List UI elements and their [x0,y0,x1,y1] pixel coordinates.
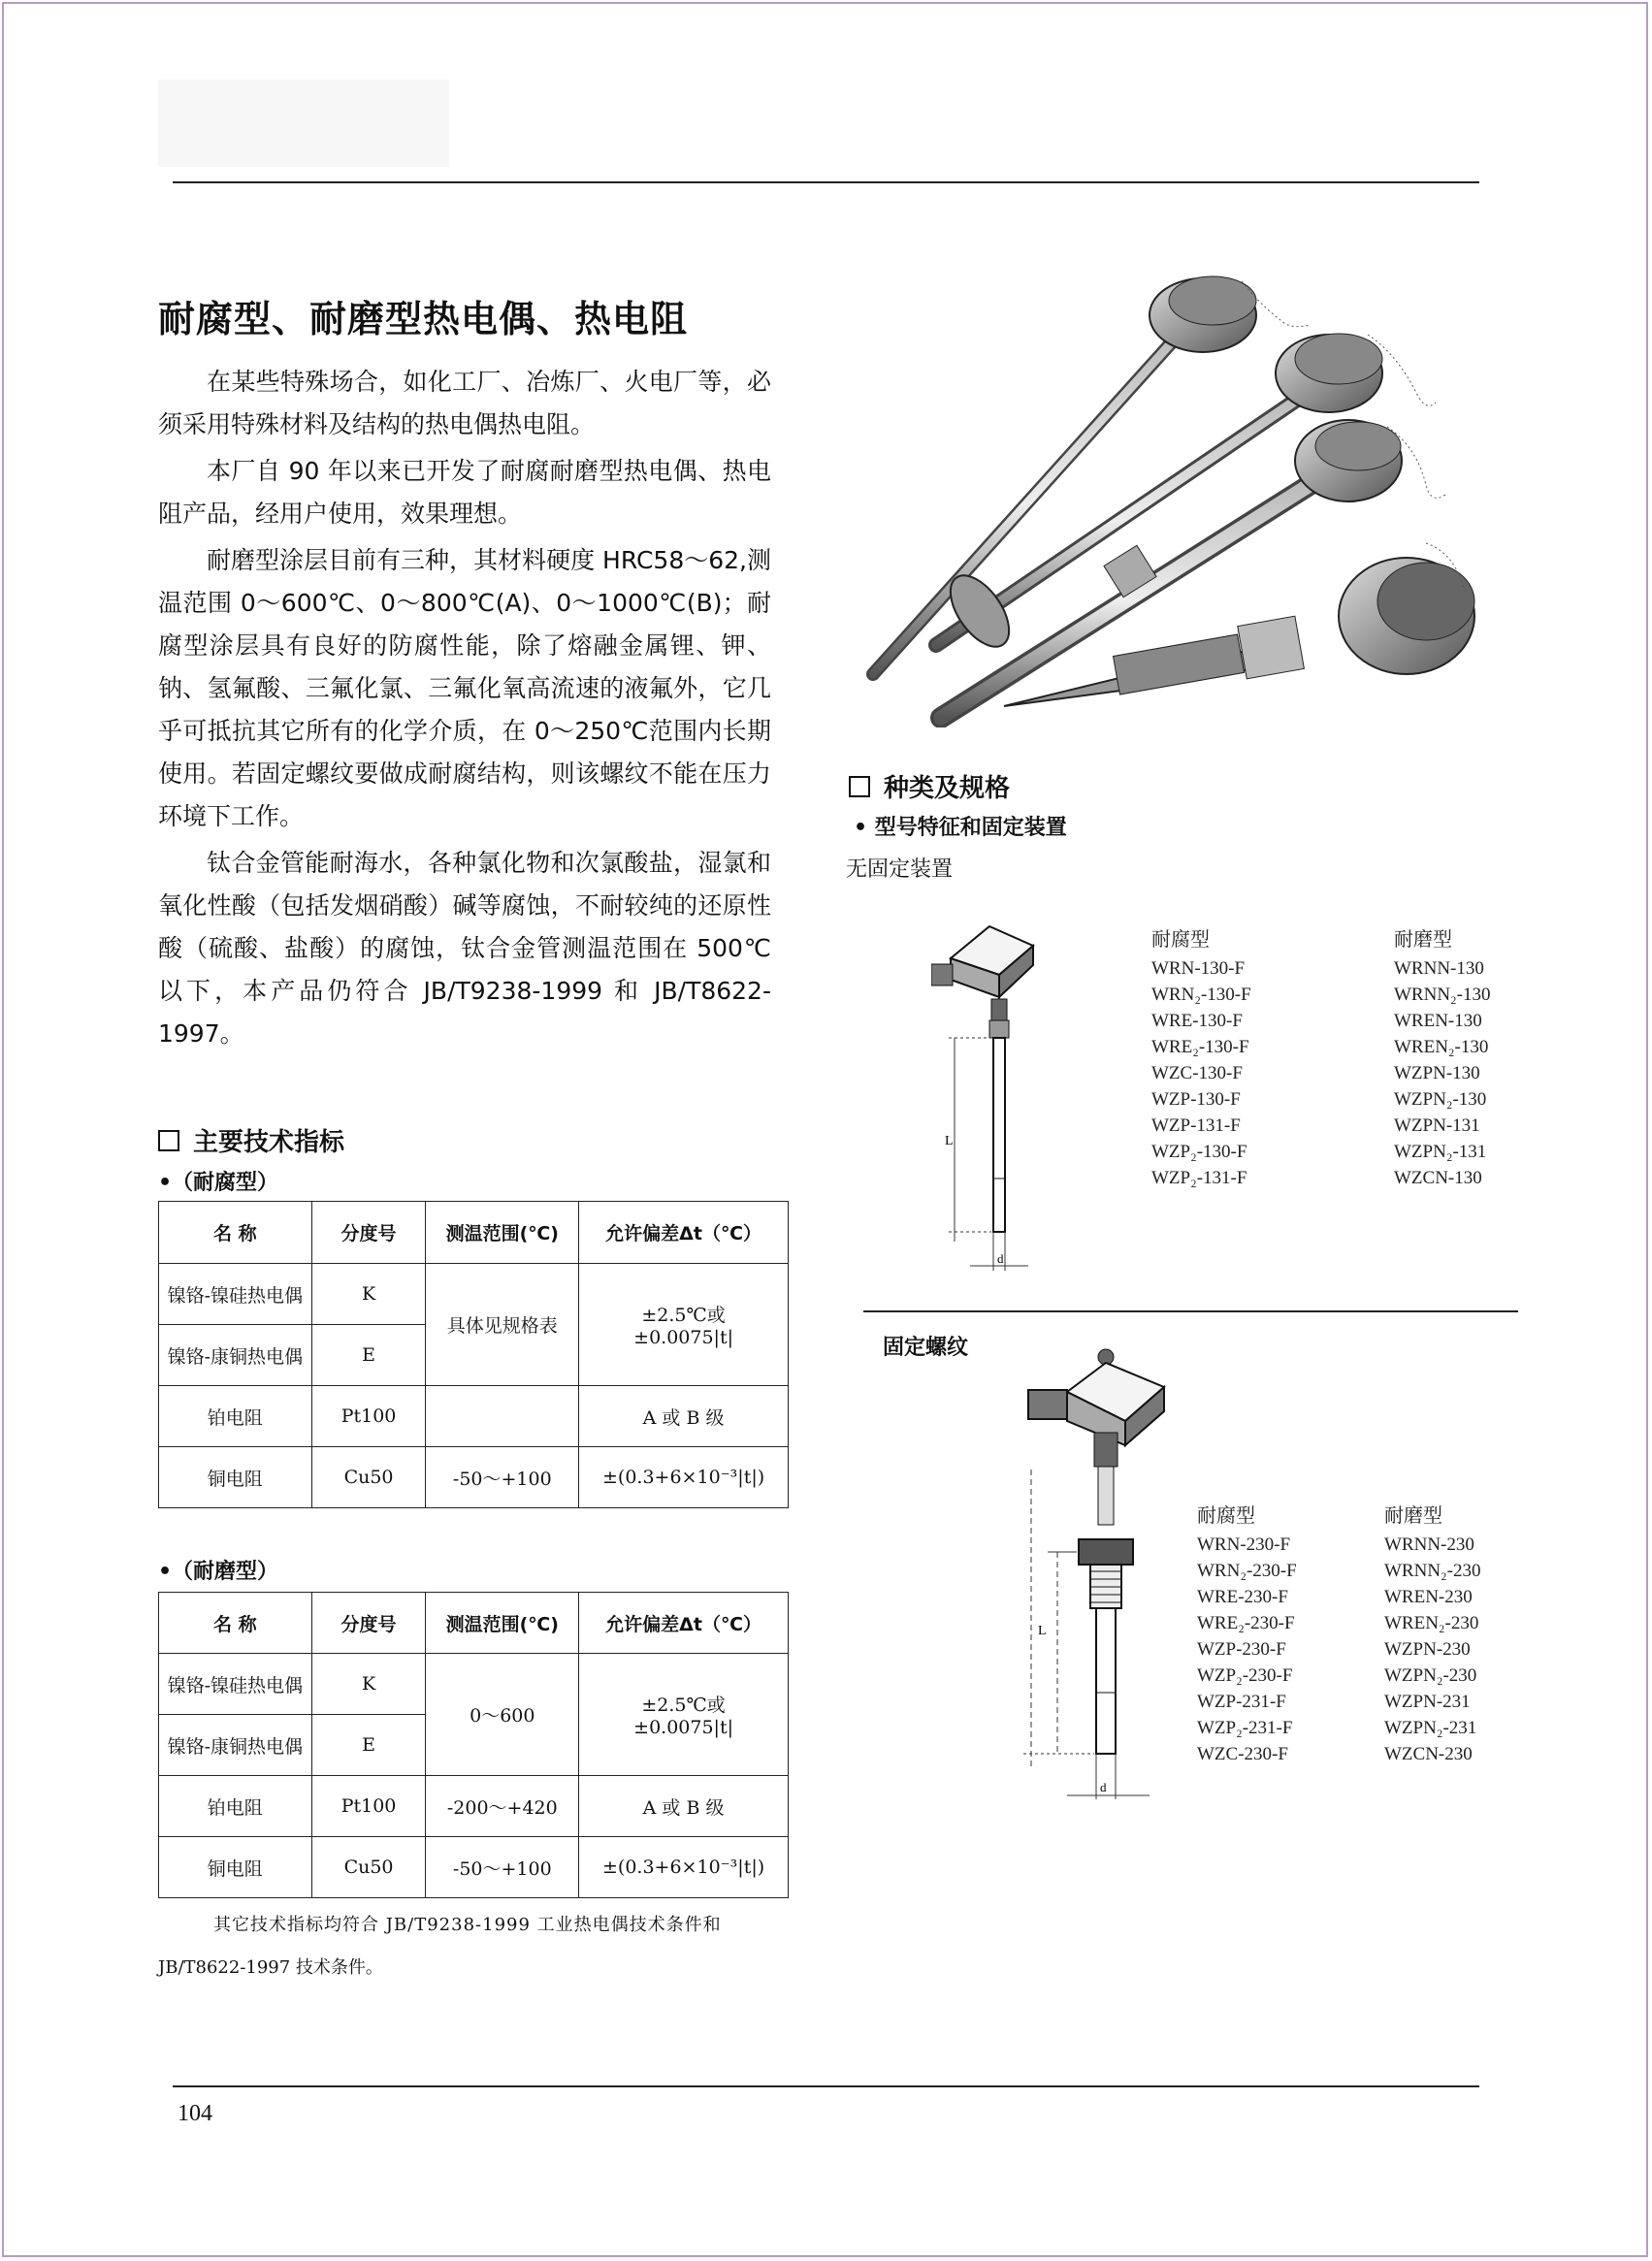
paragraph: 耐磨型涂层目前有三种，其材料硬度 HRC58～62,测温范围 0～600℃、0～800℃(A)、0～1000℃(B)；耐腐型涂层具有良好的防腐性能，除了熔融金属锂、钾、钠、氢氟酸、三氟化氯、三氟化氧高流速的液氟外，它几乎可抵抗其它所有的化学介质，在 0～250℃范围内长期使用。若固定螺纹要做成耐腐结构，则该螺纹不能在压力环境下工作。 [158,546,771,830]
product-photo [844,262,1484,727]
model-code: WZP-230-F [1197,1639,1286,1660]
cell-tolerance: ±2.5℃或 ±0.0075|t| [579,1654,789,1776]
cell-code: Pt100 [311,1386,426,1447]
thread-corrosion-column [1197,1503,1297,1767]
cell-range: -200～+420 [426,1776,579,1837]
thread-fix-label: 固定螺纹 [883,1336,969,1360]
cell-code: E [311,1715,426,1776]
dim-l-label: L [945,1134,954,1148]
model-code: WRE₂-230-F [1197,1613,1295,1633]
col-header: 测温范围(℃) [426,1593,579,1654]
model-code: WRNN₂-130 [1394,985,1491,1005]
column-header: 耐磨型 [1384,1505,1442,1527]
model-code: WREN-230 [1384,1587,1473,1607]
model-code: WRN₂-230-F [1197,1561,1297,1581]
corrosion-spec-table [158,1201,789,1508]
cell-code: Cu50 [311,1837,426,1898]
cell-code: E [311,1325,426,1386]
model-code: WREN₂-230 [1384,1613,1479,1633]
col-header: 测温范围(℃) [426,1202,579,1264]
cell-code: K [311,1654,426,1715]
page-number: 104 [178,2101,212,2126]
wear-label: •（耐磨型） [158,1560,279,1584]
model-code: WZPN₂-231 [1384,1718,1477,1738]
specs-subheading: • 型号特征和固定装置 [854,816,1067,840]
dim-l-label: L [1038,1624,1047,1638]
model-code: WZP-131-F [1151,1115,1241,1136]
cell-code: Pt100 [311,1776,426,1837]
col-header: 名 称 [159,1593,312,1654]
model-code: WZC-130-F [1151,1063,1243,1083]
model-code: WZPN-231 [1384,1692,1471,1712]
standards-note-line1: 其它技术指标均符合 JB/T9238-1999 工业热电偶技术条件和 [213,1915,722,1935]
section-divider [863,1310,1518,1312]
cell-name: 镍铬-康铜热电偶 [159,1715,312,1776]
model-code: WRNN-130 [1394,958,1484,979]
col-header: 分度号 [311,1593,426,1654]
model-code: WZPN₂-131 [1394,1142,1487,1162]
drawing-no-fix [931,921,1067,1295]
cell-name: 镍铬-康铜热电偶 [159,1325,312,1386]
model-code: WZPN-130 [1394,1063,1480,1083]
cell-name: 镍铬-镍硅热电偶 [159,1264,312,1325]
cell-range [426,1386,579,1447]
cell-tolerance: ±(0.3+6×10⁻³|t|) [579,1837,789,1898]
model-code: WRNN₂-230 [1384,1561,1481,1581]
dim-d-label: d [1100,1780,1107,1794]
model-code: WZP₂-231-F [1197,1718,1293,1738]
model-code: WRE₂-130-F [1151,1037,1249,1057]
model-code: WZP₂-230-F [1197,1665,1293,1686]
model-code: WRNN-230 [1384,1534,1474,1555]
model-code: WRN-130-F [1151,958,1246,979]
no-fix-wear-column [1394,927,1491,1191]
model-code: WZPN₂-230 [1384,1665,1477,1686]
drawing-thread-fix [1009,1343,1183,1819]
model-code: WZPN₂-130 [1394,1089,1487,1110]
cell-range: -50～+100 [426,1447,579,1508]
model-code: WZPN-131 [1394,1115,1480,1136]
model-code: WZP₂-130-F [1151,1142,1247,1162]
cell-name: 铂电阻 [159,1386,312,1447]
model-code: WRE-230-F [1197,1587,1288,1607]
model-code: WZP-130-F [1151,1089,1241,1110]
no-fix-label: 无固定装置 [846,857,954,882]
model-code: WRN₂-130-F [1151,985,1251,1005]
corrosion-label: •（耐腐型） [158,1171,279,1195]
header-gray-block [158,80,449,167]
model-code: WZPN-230 [1384,1639,1471,1660]
heading-box-icon [158,1130,179,1151]
tech-heading: 主要技术指标 [158,1122,344,1158]
cell-range: -50～+100 [426,1837,579,1898]
dim-d-label: d [997,1251,1004,1266]
cell-name: 铜电阻 [159,1447,312,1508]
model-code: WZCN-230 [1384,1744,1473,1764]
paragraph: 钛合金管能耐海水，各种氯化物和次氯酸盐，湿氯和氧化性酸（包括发烟硝酸）碱等腐蚀，不耐较纯的还原性酸（硫酸、盐酸）的腐蚀，钛合金管测温范围在 500℃以下，本产品仍符合 JB/T9238-1999 和 JB/T8622-1997。 [158,849,771,1048]
standards-note-line2: JB/T8622-1997 技术条件。 [158,1957,383,1978]
top-rule [173,181,1479,183]
cell-tolerance: ±2.5℃或 ±0.0075|t| [579,1264,789,1386]
col-header: 分度号 [311,1202,426,1264]
col-header: 允许偏差Δt（℃） [579,1202,789,1264]
model-code: WREN-130 [1394,1011,1482,1031]
cell-name: 铂电阻 [159,1776,312,1837]
column-header: 耐腐型 [1151,929,1210,951]
model-code: WREN₂-130 [1394,1037,1489,1057]
no-fix-corrosion-column [1151,927,1251,1191]
cell-range: 具体见规格表 [426,1264,579,1386]
cell-tolerance: A 或 B 级 [579,1386,789,1447]
thread-wear-column [1384,1503,1481,1767]
col-header: 名 称 [159,1202,312,1264]
model-code: WRN-230-F [1197,1534,1291,1555]
model-code: WZCN-130 [1394,1168,1482,1188]
paragraph: 在某些特殊场合，如化工厂、冶炼厂、火电厂等，必须采用特殊材料及结构的热电偶热电阻。 [158,368,771,438]
column-header: 耐腐型 [1197,1505,1255,1527]
paragraph: 本厂自 90 年以来已开发了耐腐耐磨型热电偶、热电阻产品，经用户使用，效果理想。 [158,457,771,528]
wear-spec-table [158,1592,789,1898]
heading-box-icon [849,776,870,797]
cell-tolerance: ±(0.3+6×10⁻³|t|) [579,1447,789,1508]
intro-text [158,361,771,1059]
cell-tolerance: A 或 B 级 [579,1776,789,1837]
column-header: 耐磨型 [1394,929,1452,951]
cell-name: 铜电阻 [159,1837,312,1898]
model-code: WZP₂-131-F [1151,1168,1247,1188]
bottom-rule [173,2085,1479,2087]
cell-name: 镍铬-镍硅热电偶 [159,1654,312,1715]
model-code: WZP-231-F [1197,1692,1286,1712]
col-header: 允许偏差Δt（℃） [579,1593,789,1654]
cell-code: Cu50 [311,1447,426,1508]
cell-code: K [311,1264,426,1325]
specs-heading: 种类及规格 [849,768,1010,804]
cell-range: 0～600 [426,1654,579,1776]
page-title: 耐腐型、耐磨型热电偶、热电阻 [158,298,689,340]
model-code: WRE-130-F [1151,1011,1243,1031]
model-code: WZC-230-F [1197,1744,1288,1764]
